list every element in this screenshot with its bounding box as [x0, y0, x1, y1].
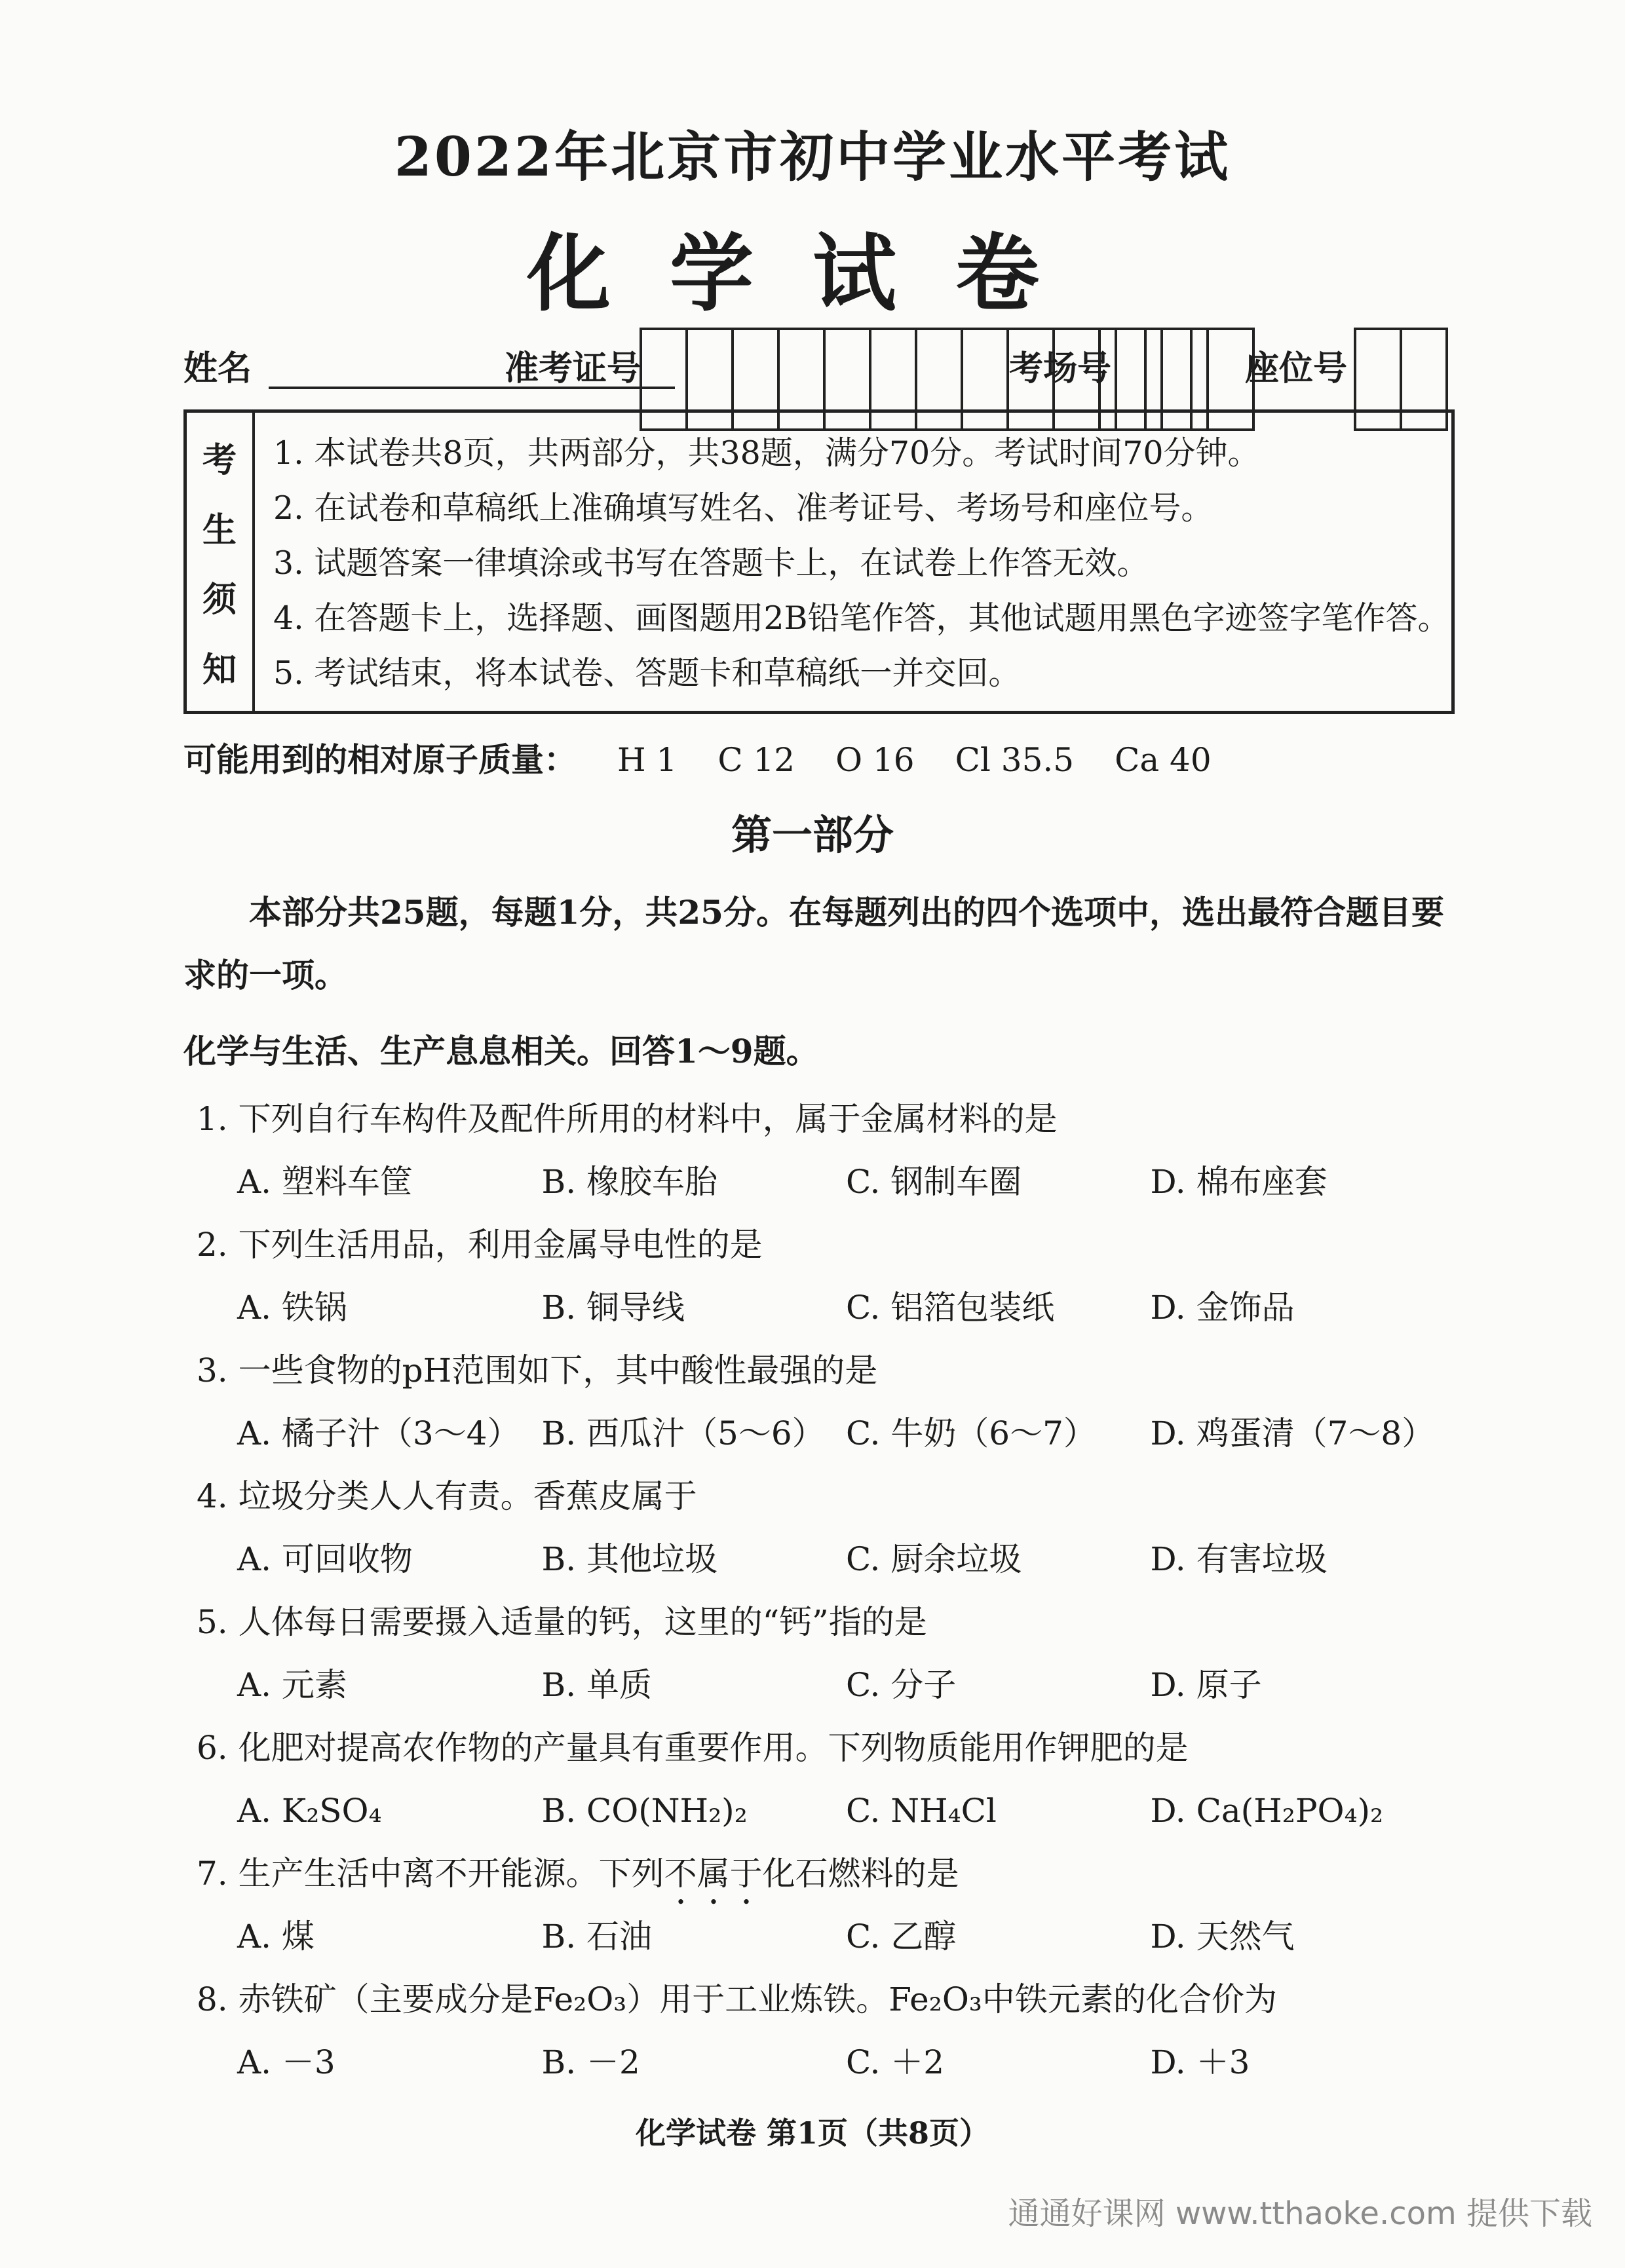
question-stem: 6. 化肥对提高农作物的产量具有重要作用。下列物质能用作钾肥的是	[197, 1729, 1189, 1767]
emphasized-text: 不属于	[664, 1855, 763, 1893]
notice-item: 2. 在试卷和草稿纸上准确填写姓名、准考证号、考场号和座位号。	[273, 489, 1214, 527]
part-title: 第一部分	[731, 811, 894, 859]
notice-items	[255, 413, 1451, 711]
question-stem: 2. 下列生活用品，利用金属导电性的是	[197, 1226, 763, 1264]
option: A. 塑料车筐	[237, 1163, 413, 1201]
atomic-masses: 可能用到的相对原子质量： H 1 C 12 O 16 Cl 35.5 Ca 40	[183, 740, 1212, 779]
notice-item: 5. 考试结束，将本试卷、答题卡和草稿纸一并交回。	[273, 654, 1021, 692]
option: C. 分子	[846, 1666, 957, 1704]
option: D. ＋3	[1150, 2043, 1250, 2081]
watermark-text: 通通好课网 www.tthaoke.com 提供下载	[1008, 2195, 1592, 2232]
part-description: 本部分共25题，每题1分，共25分。在每题列出的四个选项中，选出最符合题目要求的一项。	[183, 893, 1444, 994]
notice-item: 1. 本试卷共8页，共两部分，共38题，满分70分。考试时间70分钟。	[273, 434, 1260, 472]
question-2	[197, 1213, 1455, 1339]
question-4	[197, 1465, 1455, 1591]
option: D. Ca(H₂PO₄)₂	[1150, 1792, 1384, 1830]
candidate-notice-box	[183, 409, 1455, 714]
option: B. 单质	[541, 1666, 653, 1704]
option: B. －2	[541, 2043, 640, 2081]
option: D. 天然气	[1150, 1918, 1295, 1956]
question-5	[197, 1591, 1455, 1716]
option: D. 原子	[1150, 1666, 1262, 1704]
option: A. 可回收物	[237, 1540, 413, 1578]
exam-title: 2022年北京市初中学业水平考试	[394, 126, 1231, 189]
atomic-masses-label: 可能用到的相对原子质量：	[183, 740, 577, 779]
notice-item: 3. 试题答案一律填涂或书写在答题卡上，在试卷上作答无效。	[273, 544, 1149, 582]
question-7	[197, 1842, 1455, 1968]
paper-title: 化学试卷	[526, 225, 1098, 323]
option: C. NH₄Cl	[846, 1792, 997, 1830]
option: B. 西瓜汁（5～6）	[541, 1414, 825, 1452]
option: A. K₂SO₄	[237, 1792, 382, 1830]
option: A. 煤	[237, 1918, 315, 1956]
page-footer: 化学试卷 第1页（共8页）	[635, 2115, 990, 2151]
question-3	[197, 1339, 1455, 1465]
notice-side-label: 考 生 须 知	[187, 413, 255, 711]
option: B. 其他垃圾	[541, 1540, 718, 1578]
option: B. CO(NH₂)₂	[541, 1792, 748, 1830]
option: D. 棉布座套	[1150, 1163, 1328, 1201]
section-intro: 化学与生活、生产息息相关。回答1～9题。	[183, 1032, 819, 1070]
notice-item: 4. 在答题卡上，选择题、画图题用2B铅笔作答，其他试题用黑色字迹签字笔作答。	[273, 599, 1450, 637]
option: D. 有害垃圾	[1150, 1540, 1328, 1578]
option: D. 鸡蛋清（7～8）	[1150, 1414, 1435, 1452]
seat-label: 座位号	[1245, 349, 1348, 388]
question-8	[197, 1968, 1455, 2094]
option: C. 铝箔包装纸	[846, 1289, 1055, 1327]
option: A. 橘子汁（3～4）	[237, 1414, 520, 1452]
option: B. 铜导线	[541, 1289, 685, 1327]
question-stem: 3. 一些食物的pH范围如下，其中酸性最强的是	[197, 1351, 878, 1389]
question-stem: 8. 赤铁矿（主要成分是Fe₂O₃）用于工业炼铁。Fe₂O₃中铁元素的化合价为	[197, 1980, 1277, 2018]
question-stem: 7. 生产生活中离不开能源。下列不属于化石燃料的是	[197, 1855, 959, 1893]
question-1	[197, 1087, 1455, 1213]
option: A. －3	[237, 2043, 335, 2081]
option: C. 乙醇	[846, 1918, 957, 1956]
question-6	[197, 1716, 1455, 1842]
option: B. 橡胶车胎	[541, 1163, 718, 1201]
name-label: 姓名	[183, 349, 252, 388]
option: C. 厨余垃圾	[846, 1540, 1022, 1578]
question-stem: 5. 人体每日需要摄入适量的钙，这里的“钙”指的是	[197, 1603, 927, 1641]
question-stem: 4. 垃圾分类人人有责。香蕉皮属于	[197, 1477, 697, 1515]
option: B. 石油	[541, 1918, 653, 1956]
exam-id-label: 准考证号	[505, 349, 641, 388]
question-stem: 1. 下列自行车构件及配件所用的材料中，属于金属材料的是	[197, 1100, 1058, 1138]
option: C. 钢制车圈	[846, 1163, 1022, 1201]
option: C. ＋2	[846, 2043, 945, 2081]
option: A. 铁锅	[237, 1289, 347, 1327]
option: C. 牛奶（6～7）	[846, 1414, 1096, 1452]
exam-room-label: 考场号	[1009, 349, 1112, 388]
option: A. 元素	[237, 1666, 347, 1704]
option: D. 金饰品	[1150, 1289, 1295, 1327]
